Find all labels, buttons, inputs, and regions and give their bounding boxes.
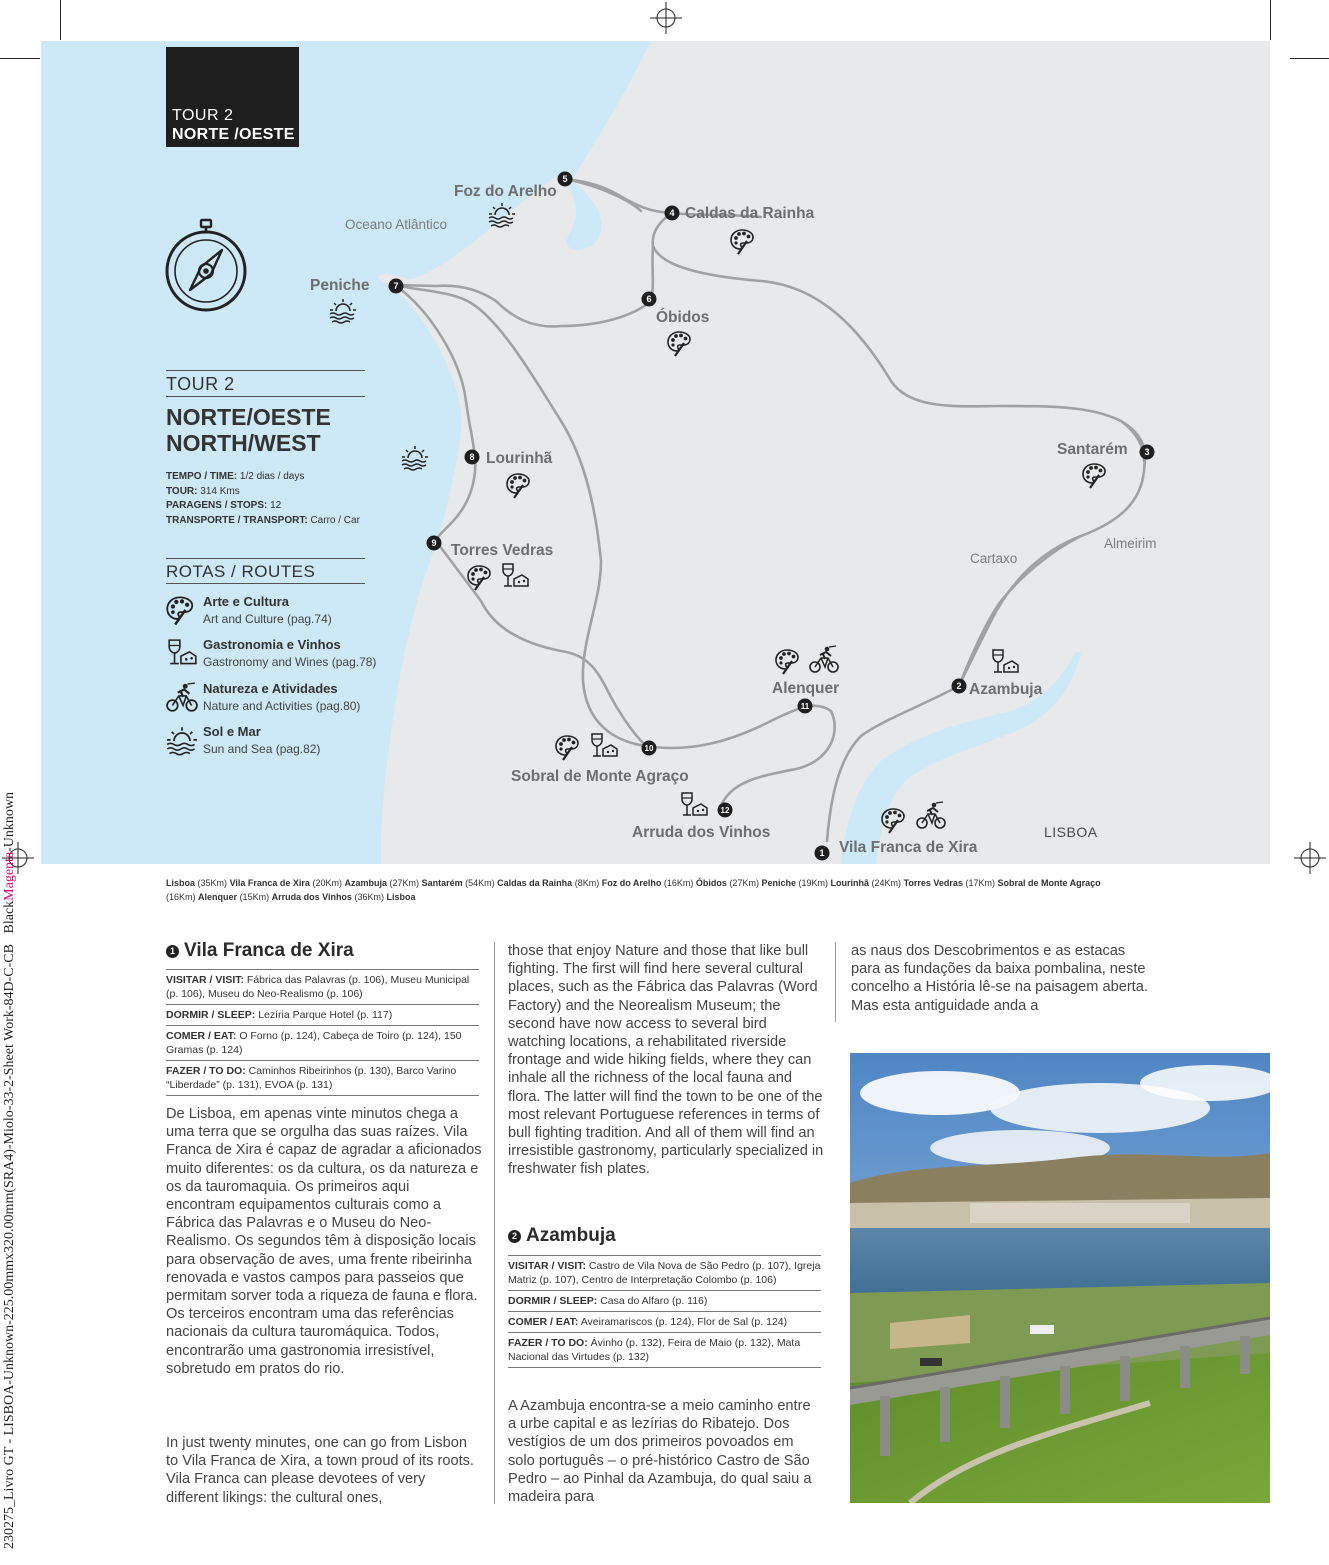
tour-facts <box>166 470 360 528</box>
route-subtitle: Gastronomy and Wines (pag.78) <box>203 655 377 669</box>
fact-tour: TOUR: 314 Kms <box>166 485 240 497</box>
svg-text:2: 2 <box>956 681 962 691</box>
stop-marker-9[interactable] <box>427 536 442 551</box>
body-text-azambuja-cont: as naus dos Descobrimentos e as estacas para as fundações da baixa pombalina, neste concelho a História lê-se na paisagem aberta. Mas esta antiguidade anda a <box>851 943 1148 1014</box>
tour-badge-line2: NORTE /OESTE <box>172 126 295 143</box>
crop-mark <box>0 58 40 59</box>
svg-text:5: 5 <box>562 174 568 184</box>
rule <box>166 558 365 559</box>
rule <box>166 370 365 371</box>
stop-marker-2[interactable] <box>952 679 967 694</box>
stop-name-peniche: Peniche <box>310 277 370 294</box>
info-row-eat: COMER / EAT: O Forno (p. 124), Cabeça de Toiro (p. 124), 150 Gramas (p. 124) <box>166 1025 479 1060</box>
wine-cheese-icon <box>166 637 198 671</box>
route-subtitle: Sun and Sea (pag.82) <box>203 742 321 756</box>
stop-name-azambuja: Azambuja <box>969 681 1043 698</box>
info-row-sleep: DORMIR / SLEEP: Casa do Alfaro (p. 116) <box>508 1290 821 1311</box>
tour-badge-line1: TOUR 2 <box>172 107 234 124</box>
registration-mark <box>1294 842 1326 874</box>
column-divider <box>835 942 836 1022</box>
label-lisboa: LISBOA <box>1044 824 1098 840</box>
stop-marker-12[interactable] <box>718 803 733 818</box>
stop-name-foz-do-arelho: Foz do Arelho <box>454 183 557 200</box>
body-text-en-cont: those that enjoy Nature and those that like bull fighting. The first will find here several cultural places, such as the Fábrica das Palavras (Word Factory) and the Neorealism Museum; the second have now access to several bird watching locations, a rehabilitated riverside frontage and wide hiking fields, where they can inhale all the richness of the local fauna and flora. The latter will find the town to be one of the most relevant Portuguese references in terms of bull fighting tradition. And all of them will find an irresistible gastronomy, particularly specialized in freshwater fish plates. <box>508 943 824 1178</box>
stop-name-alenquer: Alenquer <box>772 680 840 697</box>
info-row-visit: VISITAR / VISIT: Fábrica das Palavras (p. 106), Museu Municipal (p. 106), Museu do Neo-Realismo (p. 106) <box>166 969 479 1004</box>
route-sun-sea <box>166 724 386 764</box>
body-text-en: In just twenty minutes, one can go from Lisbon to Vila Franca de Xira, a town proud of its roots. Vila Franca can please devotees of very different likings: the cultural ones, <box>166 1435 474 1506</box>
fact-stops: PARAGENS / STOPS: 12 <box>166 500 282 511</box>
svg-text:10: 10 <box>644 744 654 753</box>
svg-text:6: 6 <box>646 294 652 304</box>
stop-name-vila-franca: Vila Franca de Xira <box>839 839 978 856</box>
label-almeirim: Almeirim <box>1104 536 1157 551</box>
stop-name-obidos: Óbidos <box>656 309 710 326</box>
stop-marker-5[interactable] <box>558 172 573 187</box>
svg-text:11: 11 <box>800 702 810 711</box>
compass-icon <box>164 216 250 312</box>
cyclist-icon <box>166 681 198 715</box>
label-cartaxo: Cartaxo <box>970 551 1018 566</box>
route-nature <box>166 681 386 721</box>
tour-title-en: NORTH/WEST <box>166 430 321 456</box>
section-number: 1 <box>166 945 179 958</box>
stop-name-santarem: Santarém <box>1057 441 1128 458</box>
svg-text:12: 12 <box>720 806 730 815</box>
rule <box>166 396 365 397</box>
registration-mark <box>650 2 682 34</box>
route-subtitle: Nature and Activities (pag.80) <box>203 699 361 713</box>
fact-transport: TRANSPORTE / TRANSPORT: Carro / Car <box>166 514 360 526</box>
crop-mark <box>1290 58 1329 59</box>
section-title-azambuja: 2 Azambuja <box>508 1225 616 1247</box>
section-number: 2 <box>508 1230 521 1243</box>
route-subtitle: Art and Culture (pag.74) <box>203 612 332 626</box>
route-title: Sol e Mar <box>203 724 261 739</box>
info-row-eat: COMER / EAT: Aveiramariscos (p. 124), Flor de Sal (p. 124) <box>508 1311 821 1332</box>
stop-name-sobral: Sobral de Monte Agraço <box>511 768 689 785</box>
route-title: Gastronomia e Vinhos <box>203 637 341 652</box>
rule <box>166 583 365 584</box>
svg-text:9: 9 <box>431 538 437 548</box>
print-slug <box>2 595 20 1565</box>
tour-badge <box>166 47 299 147</box>
distance-legend: Lisboa (35Km) Vila Franca de Xira (20Km) Azambuja (27Km) Santarém (54Km) Caldas da Rainha (8Km) Foz do Arelho (16Km) Óbidos (27Km) Peniche (19Km) Lourinhã (24Km) Torres Vedras (17Km) Sobral de Monte Agraço (16Km) Alenquer (15Km) Arruda dos Vinhos (36Km) Lisboa <box>166 878 1101 902</box>
crop-mark <box>1270 0 1271 40</box>
print-slug-text: 230275_Livro GT - LISBOA-Unknown-225.00mmx320.00mm(SRA4)-Miolo-33-2-Sheet Work-84D-C-CB BlackMagenta-Unknown <box>2 791 17 1549</box>
tour-label: TOUR 2 <box>166 374 235 394</box>
info-table-vila-franca <box>166 969 479 1096</box>
info-row-todo: FAZER / TO DO: Caminhos Ribeirinhos (p. 130), Barco Varino “Liberdade” (p. 131), EVOA (p. 131) <box>166 1060 479 1096</box>
info-row-visit: VISITAR / VISIT: Castro de Vila Nova de São Pedro (p. 107), Igreja Matriz (p. 107), Centro de Interpretação Colombo (p. 106) <box>508 1255 821 1290</box>
svg-text:7: 7 <box>393 281 399 291</box>
routes-heading: ROTAS / ROUTES <box>166 562 316 581</box>
stop-name-torres-vedras: Torres Vedras <box>451 542 554 559</box>
svg-text:3: 3 <box>1144 447 1150 457</box>
body-text-azambuja: A Azambuja encontra-se a meio caminho entre a urbe capital e as lezírias do Ribatejo. Dos vestígios de um dos primeiros povoados em solo português – o pré-histórico Castro de São Pedro – ao Pinhal da Azambuja, do qual saiu a madeira para <box>508 1398 812 1506</box>
stop-name-caldas-da-rainha: Caldas da Rainha <box>685 205 815 222</box>
stop-marker-3[interactable] <box>1140 445 1155 460</box>
stop-marker-8[interactable] <box>465 450 480 465</box>
route-title: Natureza e Atividades <box>203 681 338 696</box>
svg-text:1: 1 <box>819 848 825 858</box>
sun-sea-icon <box>166 724 198 758</box>
section-title-vila-franca: 1 Vila Franca de Xira <box>166 940 354 962</box>
palette-icon <box>166 594 198 628</box>
body-text-pt: De Lisboa, em apenas vinte minutos chega a uma terra que se orgulha das suas raízes. Vila Franca de Xira é capaz de agradar a aficionados muito diferentes: os da cultura, os da natureza e os da tauromaquia. Os primeiros aqui encontram equipamentos culturais como a Fábrica das Palavras e o Museu do Neo-Realismo. Os segundos têm à disposição locais para observação de aves, uma frente ribeirinha renovada e vastos campos para passeios que permitam sorver toda a riqueza de fauna e flora. Os terceiros encontram uma das referências nacionais da cultura tauromáquica. Todos, encontrarão uma gastronomia irresistível, sobretudo em pratos do rio. <box>166 1106 482 1377</box>
stop-marker-10[interactable] <box>642 741 657 756</box>
stop-marker-11[interactable] <box>798 699 813 714</box>
tour-title <box>166 404 331 456</box>
fact-time: TEMPO / TIME: 1/2 dias / days <box>166 471 305 482</box>
route-title: Arte e Cultura <box>203 594 289 609</box>
stop-marker-6[interactable] <box>642 292 657 307</box>
route-art-culture <box>166 594 386 634</box>
stop-marker-1[interactable] <box>815 846 830 861</box>
ocean-label: Oceano Atlântico <box>345 217 448 232</box>
column-divider <box>494 942 495 1504</box>
svg-text:8: 8 <box>469 452 475 462</box>
route-gastronomy <box>166 637 386 677</box>
tour-title-pt: NORTE/OESTE <box>166 404 331 430</box>
stop-name-lourinha: Lourinhã <box>486 450 553 467</box>
info-table-azambuja <box>508 1255 821 1368</box>
crop-mark <box>60 0 61 40</box>
bridge-river-photo <box>850 1053 1270 1503</box>
stop-name-arruda: Arruda dos Vinhos <box>632 824 771 841</box>
svg-text:4: 4 <box>669 208 675 218</box>
stop-marker-7[interactable] <box>389 279 404 294</box>
stop-marker-4[interactable] <box>665 206 680 221</box>
info-row-sleep: DORMIR / SLEEP: Lezíria Parque Hotel (p. 117) <box>166 1004 479 1025</box>
info-row-todo: FAZER / TO DO: Ávinho (p. 132), Feira de Maio (p. 132), Mata Nacional das Virtudes (p. 132) <box>508 1332 821 1368</box>
